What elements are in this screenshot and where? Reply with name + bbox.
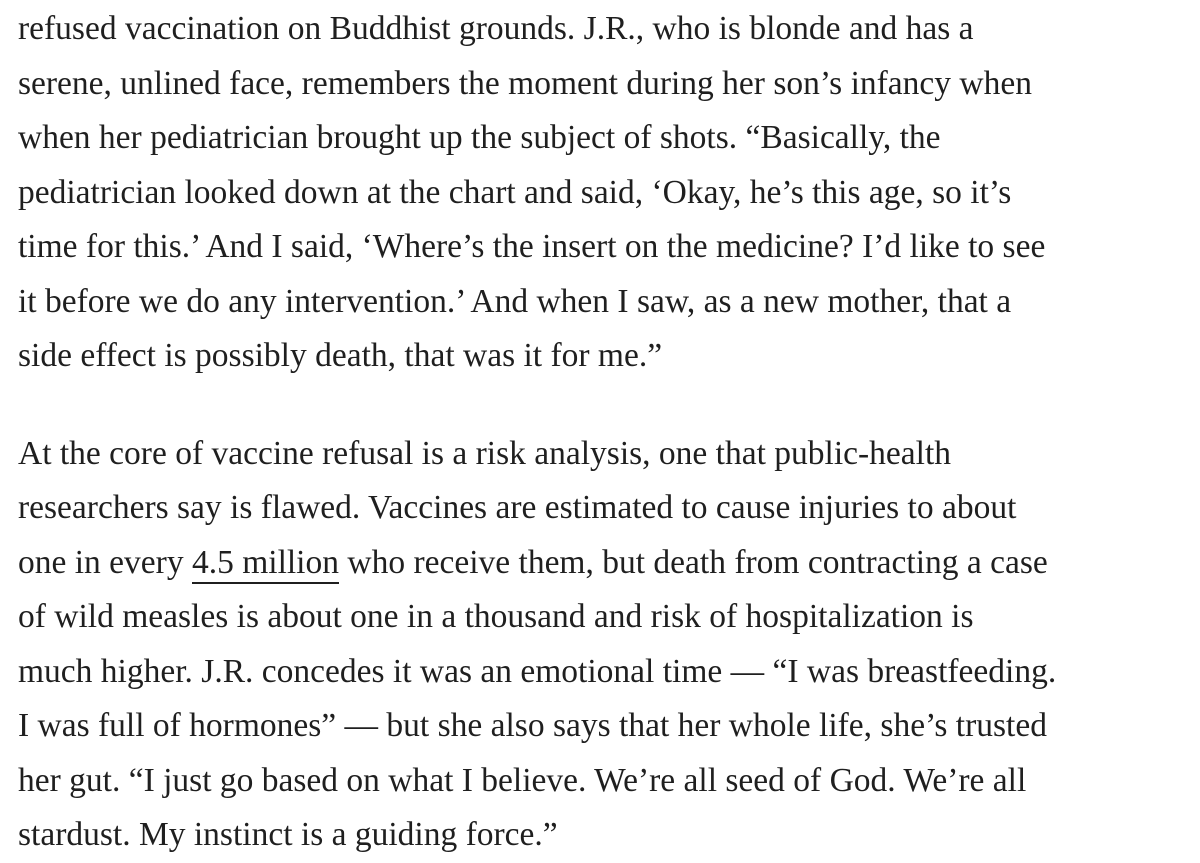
text-segment: who receive them, but death from contracting a case [339, 543, 1048, 581]
text-line: side effect is possibly death, that was it for me.” [18, 337, 663, 374]
text-line: of wild measles is about one in a thousand and risk of hospitalization is [18, 598, 974, 635]
text-line-with-link [18, 536, 1194, 591]
text-line: when her pediatrician brought up the subject of shots. “Basically, the [18, 119, 941, 156]
text-line: it before we do any intervention.’ And when I saw, as a new mother, that a [18, 282, 1012, 320]
text-line: pediatrician looked down at the chart and said, ‘Okay, he’s this age, so it’s [18, 173, 1012, 211]
paragraph-vaccination-refusal [18, 2, 1194, 384]
text-line: researchers say is flawed. Vaccines are estimated to cause injuries to about [18, 489, 1017, 526]
text-line: much higher. J.R. concedes it was an emotional time — “I was breastfeeding. [18, 652, 1057, 690]
text-line: serene, unlined face, remembers the moment during her son’s infancy when [18, 64, 1032, 102]
paragraph-risk-analysis [18, 427, 1194, 863]
text-segment: one in every [18, 543, 192, 581]
text-line: I was full of hormones” — but she also says that her whole life, she’s trusted [18, 707, 1047, 744]
article-body [18, 0, 1194, 863]
text-line: stardust. My instinct is a guiding force.” [18, 816, 558, 853]
text-line: refused vaccination on Buddhist grounds. J.R., who is blonde and has a [18, 10, 974, 47]
text-line: her gut. “I just go based on what I believe. We’re all seed of God. We’re all [18, 761, 1027, 799]
text-line: At the core of vaccine refusal is a risk analysis, one that public-health [18, 434, 952, 472]
statistic-link[interactable]: 4.5 million [192, 544, 339, 584]
text-line: time for this.’ And I said, ‘Where’s the insert on the medicine? I’d like to see [18, 228, 1046, 265]
